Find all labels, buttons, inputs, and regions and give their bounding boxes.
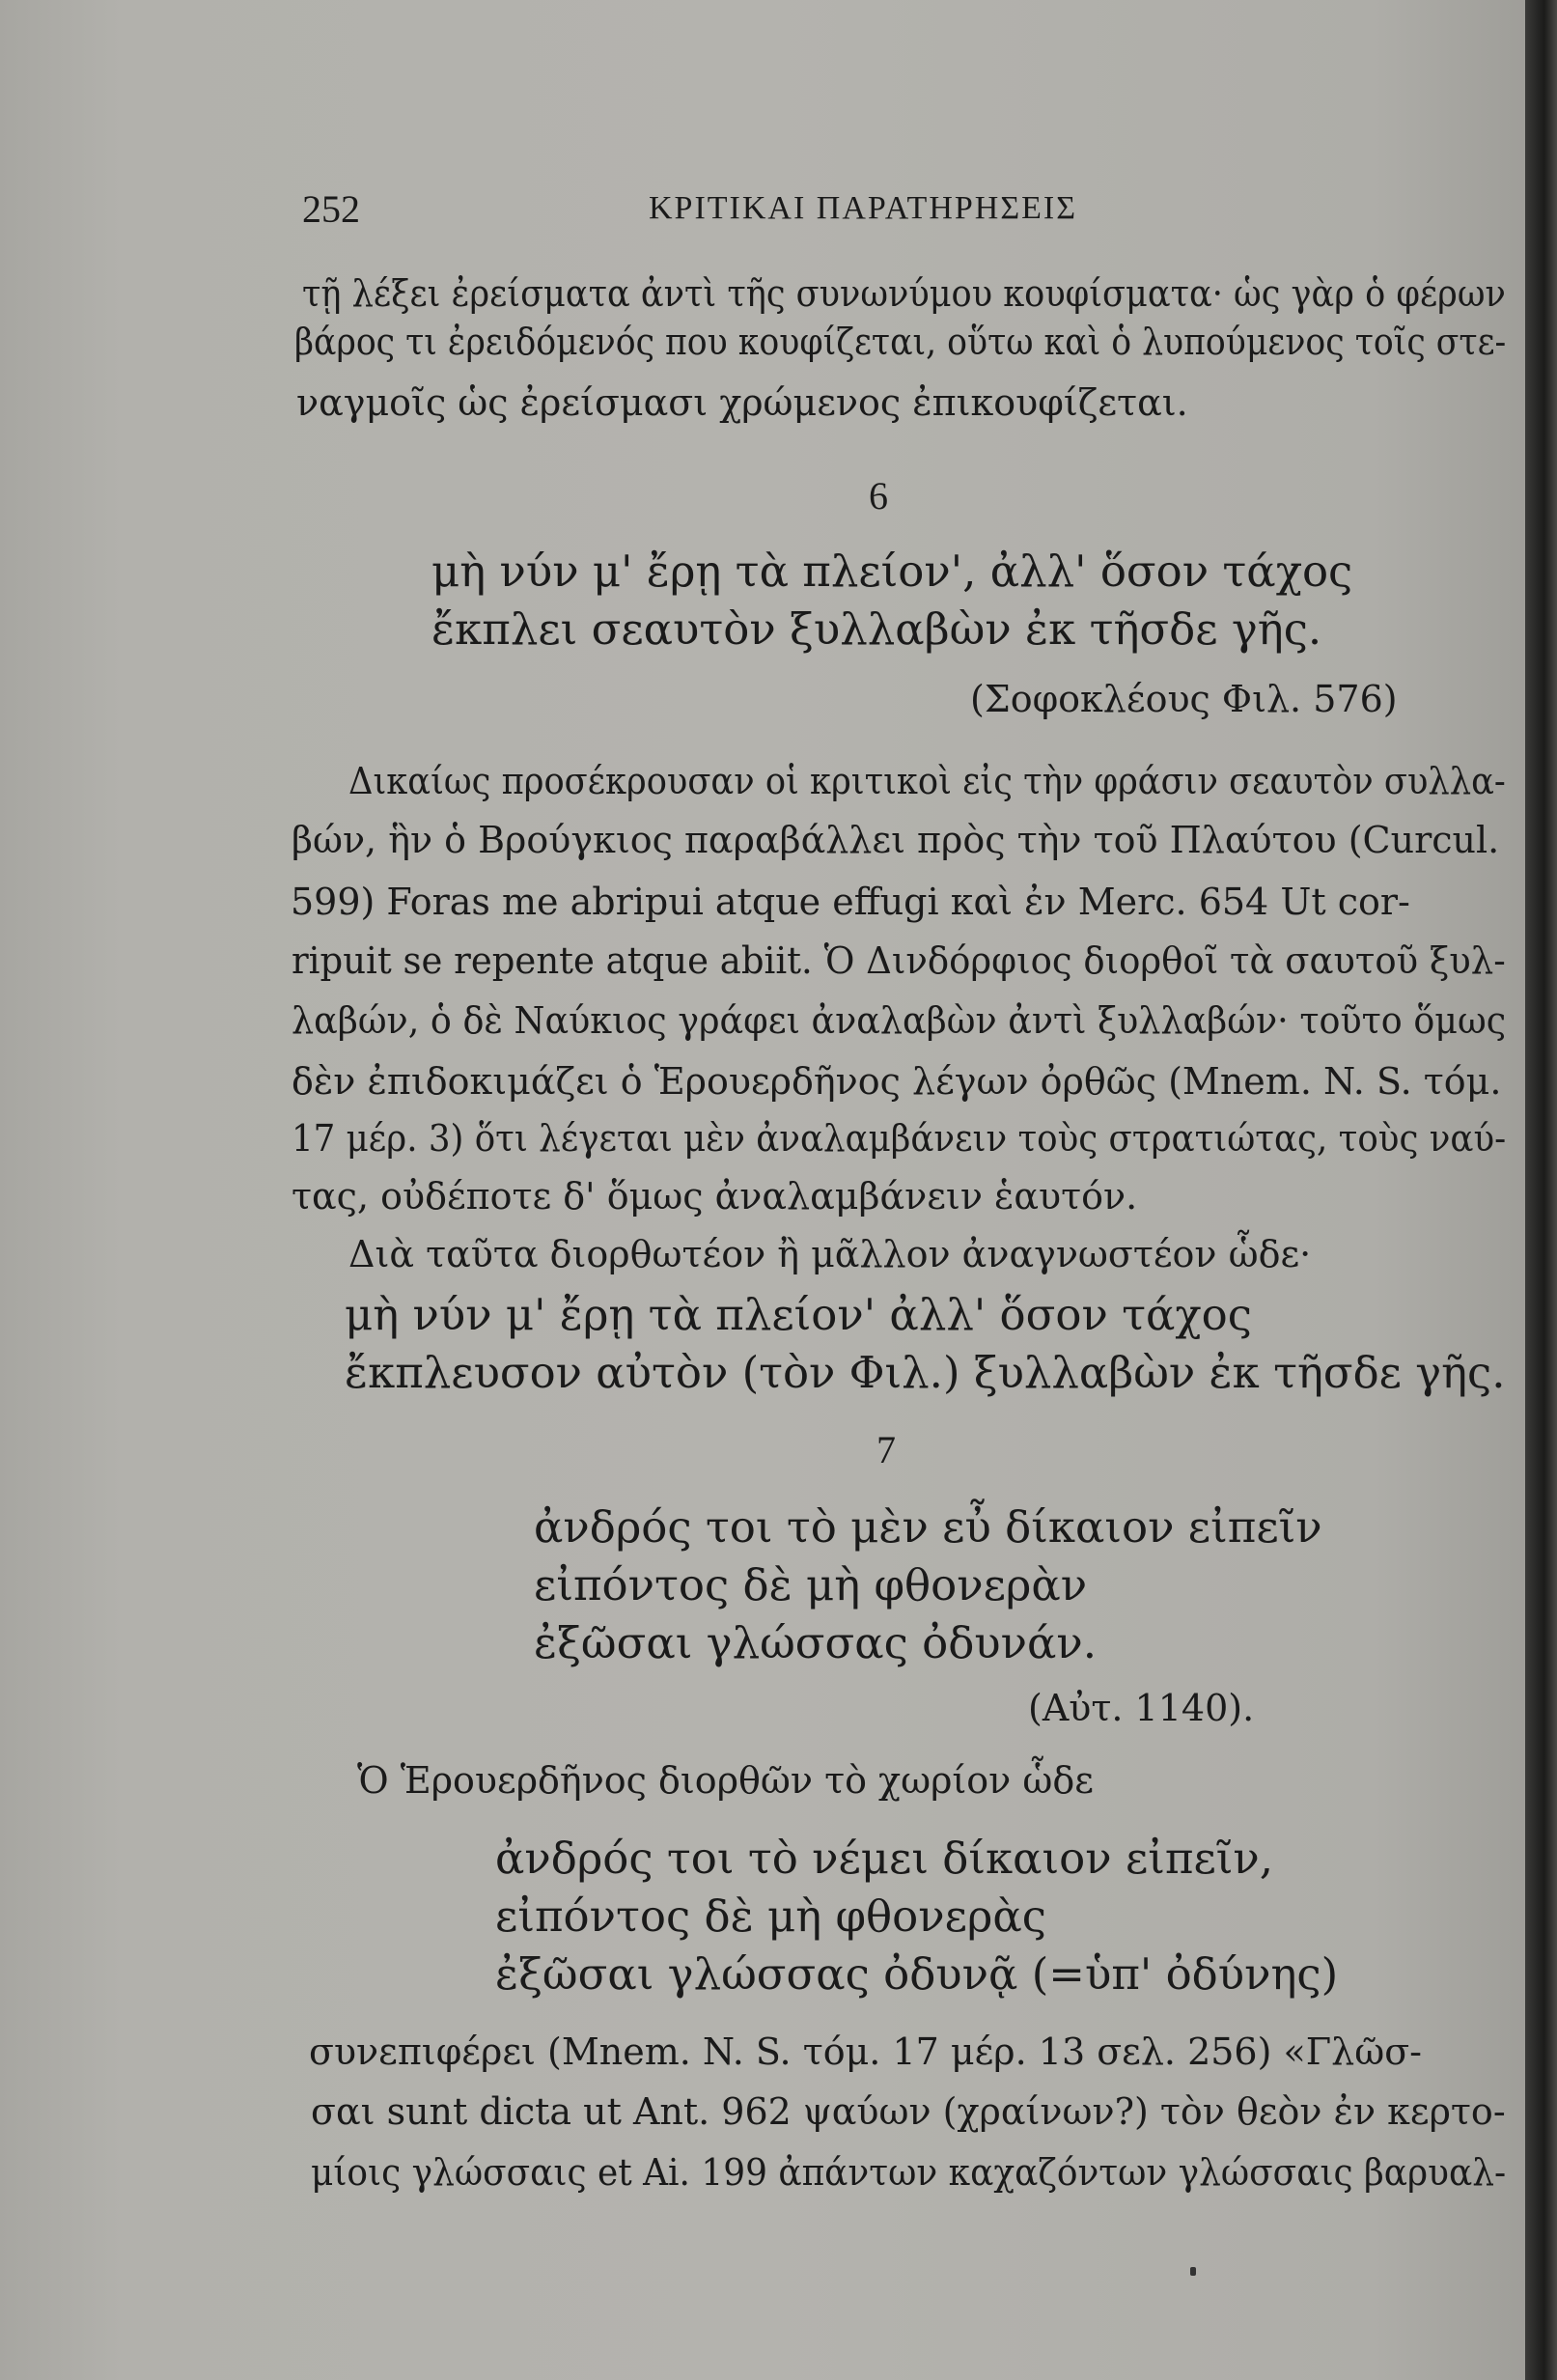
section-7-closing-2: σαι sunt dicta ut Ant. 962 ψαύων (χραίνων?) τὸν θεὸν ἐν κερτο- (311, 2090, 1506, 2133)
intro-line-1: τῇ λέξει ἐρείσματα ἀντὶ τῆς συνωνύμου κουφίσματα· ὡς γὰρ ὁ φέρων (302, 272, 1506, 315)
ink-speck (1190, 2267, 1196, 2276)
section-6-commentary-5: λαβών, ὁ δὲ Ναύκιος γράφει ἀναλαβὼν ἀντὶ ξυλλαβών· τοῦτο ὅμως (292, 999, 1507, 1042)
section-6-citation: (Σοφοκλέους Φιλ. 576) (970, 678, 1398, 720)
section-7-corrected-verse-1: ἀνδρός τοι τὸ νέμει δίκαιον εἰπεῖν, (495, 1833, 1274, 1884)
section-6-commentary-1: Δικαίως προσέκρουσαν οἱ κριτικοὶ εἰς τὴν φράσιν σεαυτὸν συλλα- (348, 760, 1506, 802)
page-number: 252 (302, 187, 360, 231)
section-6-commentary-8: τας, οὐδέποτε δ' ὅμως ἀναλαμβάνειν ἑαυτόν. (292, 1175, 1138, 1218)
section-6-number: 6 (869, 474, 888, 518)
section-7-closing-1: συνεπιφέρει (Mnem. N. S. τόμ. 17 μέρ. 13 σελ. 256) «Γλῶσ- (309, 2030, 1422, 2073)
section-6-verse-2: ἔκπλει σεαυτὸν ξυλλαβὼν ἐκ τῆσδε γῆς. (431, 603, 1322, 655)
section-7-verse-1: ἀνδρός τοι τὸ μὲν εὖ δίκαιον εἰπεῖν (534, 1501, 1322, 1553)
section-7-verse-3: ἐξῶσαι γλώσσας ὀδυνάν. (534, 1617, 1098, 1668)
section-7-closing-3: μίοις γλώσσαις et Ai. 199 ἀπάντων καχαζόντων γλώσσαις βαρυαλ- (311, 2151, 1507, 2194)
section-7-corrected-verse-2: εἰπόντος δὲ μὴ φθονερὰς (495, 1890, 1046, 1942)
intro-line-3: ναγμοῖς ὡς ἐρείσμασι χρώμενος ἐπικουφίζεται. (296, 381, 1188, 424)
section-7-corrected-verse-3: ἐξῶσαι γλώσσας ὀδυνᾷ (=ὑπ' ὀδύνης) (495, 1948, 1339, 2000)
section-7-intro: Ὁ Ἑρουερδῆνος διορθῶν τὸ χωρίον ὧδε (357, 1759, 1094, 1802)
section-6-commentary-2: βών, ἣν ὁ Βρούγκιος παραβάλλει πρὸς τὴν τοῦ Πλαύτου (Curcul. (292, 819, 1500, 861)
section-6-commentary-9: Διὰ ταῦτα διορθωτέον ἢ μᾶλλον ἀναγνωστέον ὧδε· (348, 1233, 1312, 1275)
section-6-verse-1: μὴ νύν μ' ἔρῃ τὰ πλείον', ἀλλ' ὅσον τάχος (431, 546, 1353, 597)
running-title: ΚΡΙΤΙΚΑΙ ΠΑΡΑΤΗΡΗΣΕΙΣ (649, 190, 1078, 226)
section-6-commentary-6: δὲν ἐπιδοκιμάζει ὁ Ἑρουερδῆνος λέγων ὀρθῶς (Mnem. N. S. τόμ. (292, 1060, 1502, 1103)
section-7-citation: (Αὐτ. 1140). (1028, 1687, 1255, 1729)
section-6-corrected-verse-2: ἔκπλευσον αὐτὸν (τὸν Φιλ.) ξυλλαβὼν ἐκ τῆσδε γῆς. (345, 1347, 1506, 1398)
book-spine (1525, 0, 1557, 2380)
section-6-corrected-verse-1: μὴ νύν μ' ἔρῃ τὰ πλείον' ἀλλ' ὅσον τάχος (345, 1289, 1252, 1340)
intro-line-2: βάρος τι ἐρειδόμενός που κουφίζεται, οὕτω καὶ ὁ λυπούμενος τοῖς στε- (294, 321, 1507, 363)
section-6-commentary-3: 599) Foras me abripui atque effugi καὶ ἐν Merc. 654 Ut cor- (291, 881, 1410, 923)
section-7-verse-2: εἰπόντος δὲ μὴ φθονερὰν (534, 1559, 1088, 1610)
section-6-commentary-4: ripuit se repente atque abiit. Ὁ Δινδόρφιος διορθοῖ τὰ σαυτοῦ ξυλ- (292, 939, 1506, 982)
section-6-commentary-7: 17 μέρ. 3) ὅτι λέγεται μὲν ἀναλαμβάνειν τοὺς στρατιώτας, τοὺς ναύ- (292, 1117, 1507, 1160)
section-7-number: 7 (876, 1428, 896, 1471)
